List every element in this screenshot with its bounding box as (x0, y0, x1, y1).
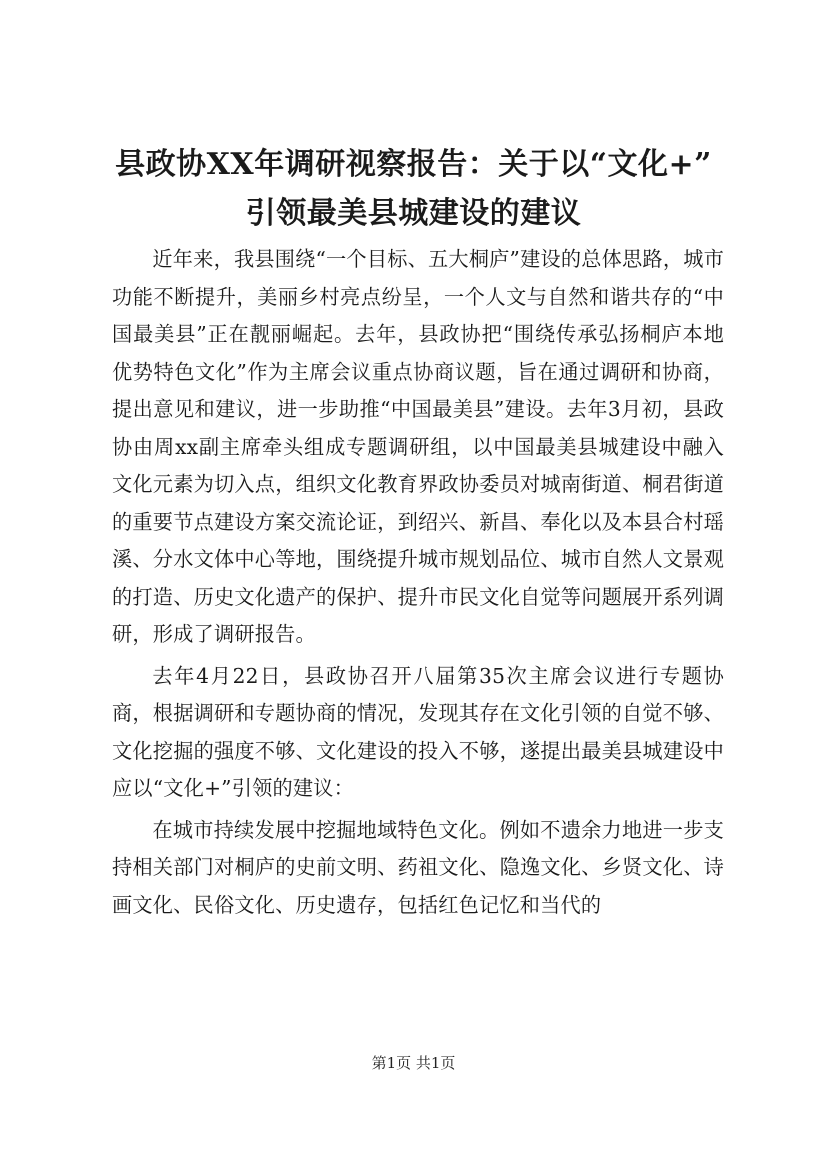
paragraph-2: 去年4月22日，县政协召开八届第35次主席会议进行专题协商，根据调研和专题协商的情况，发现其存在文化引领的自觉不够、文化挖掘的强度不够、文化建设的投入不够，遂提出最美县城建设中应以“文化+”引领的建议： (112, 663, 724, 800)
document-body (112, 241, 724, 928)
title-line-1: 县政协XX年调研视察报告：关于以“文化+” (115, 147, 712, 182)
document-title (100, 140, 727, 238)
paragraph-3: 在城市持续发展中挖掘地域特色文化。例如不遗余力地进一步支持相关部门对桐庐的史前文明、药祖文化、隐逸文化、乡贤文化、诗画文化、民俗文化、历史遗存，包括红色记忆和当代的 (112, 817, 724, 917)
title-line-2: 引领最美县城建设的建议 (245, 196, 582, 231)
page-footer: 第1页 共1页 (371, 1054, 456, 1072)
paragraph-1: 近年来，我县围绕“一个目标、五大桐庐”建设的总体思路，城市功能不断提升，美丽乡村亮点纷呈，一个人文与自然和谐共存的“中国最美县”正在靓丽崛起。去年，县政协把“围绕传承弘扬桐庐本地优势特色文化”作为主席会议重点协商议题，旨在通过调研和协商，提出意见和建议，进一步助推“中国最美县”建设。去年3月初，县政协由周xx副主席牵头组成专题调研组，以中国最美县城建设中融入文化元素为切入点，组织文化教育界政协委员对城南街道、桐君街道的重要节点建设方案交流论证，到绍兴、新昌、奉化以及本县合村瑶溪、分水文体中心等地，围绕提升城市规划品位、城市自然人文景观的打造、历史文化遗产的保护、提升市民文化自觉等问题展开系列调研，形成了调研报告。 (112, 247, 724, 646)
